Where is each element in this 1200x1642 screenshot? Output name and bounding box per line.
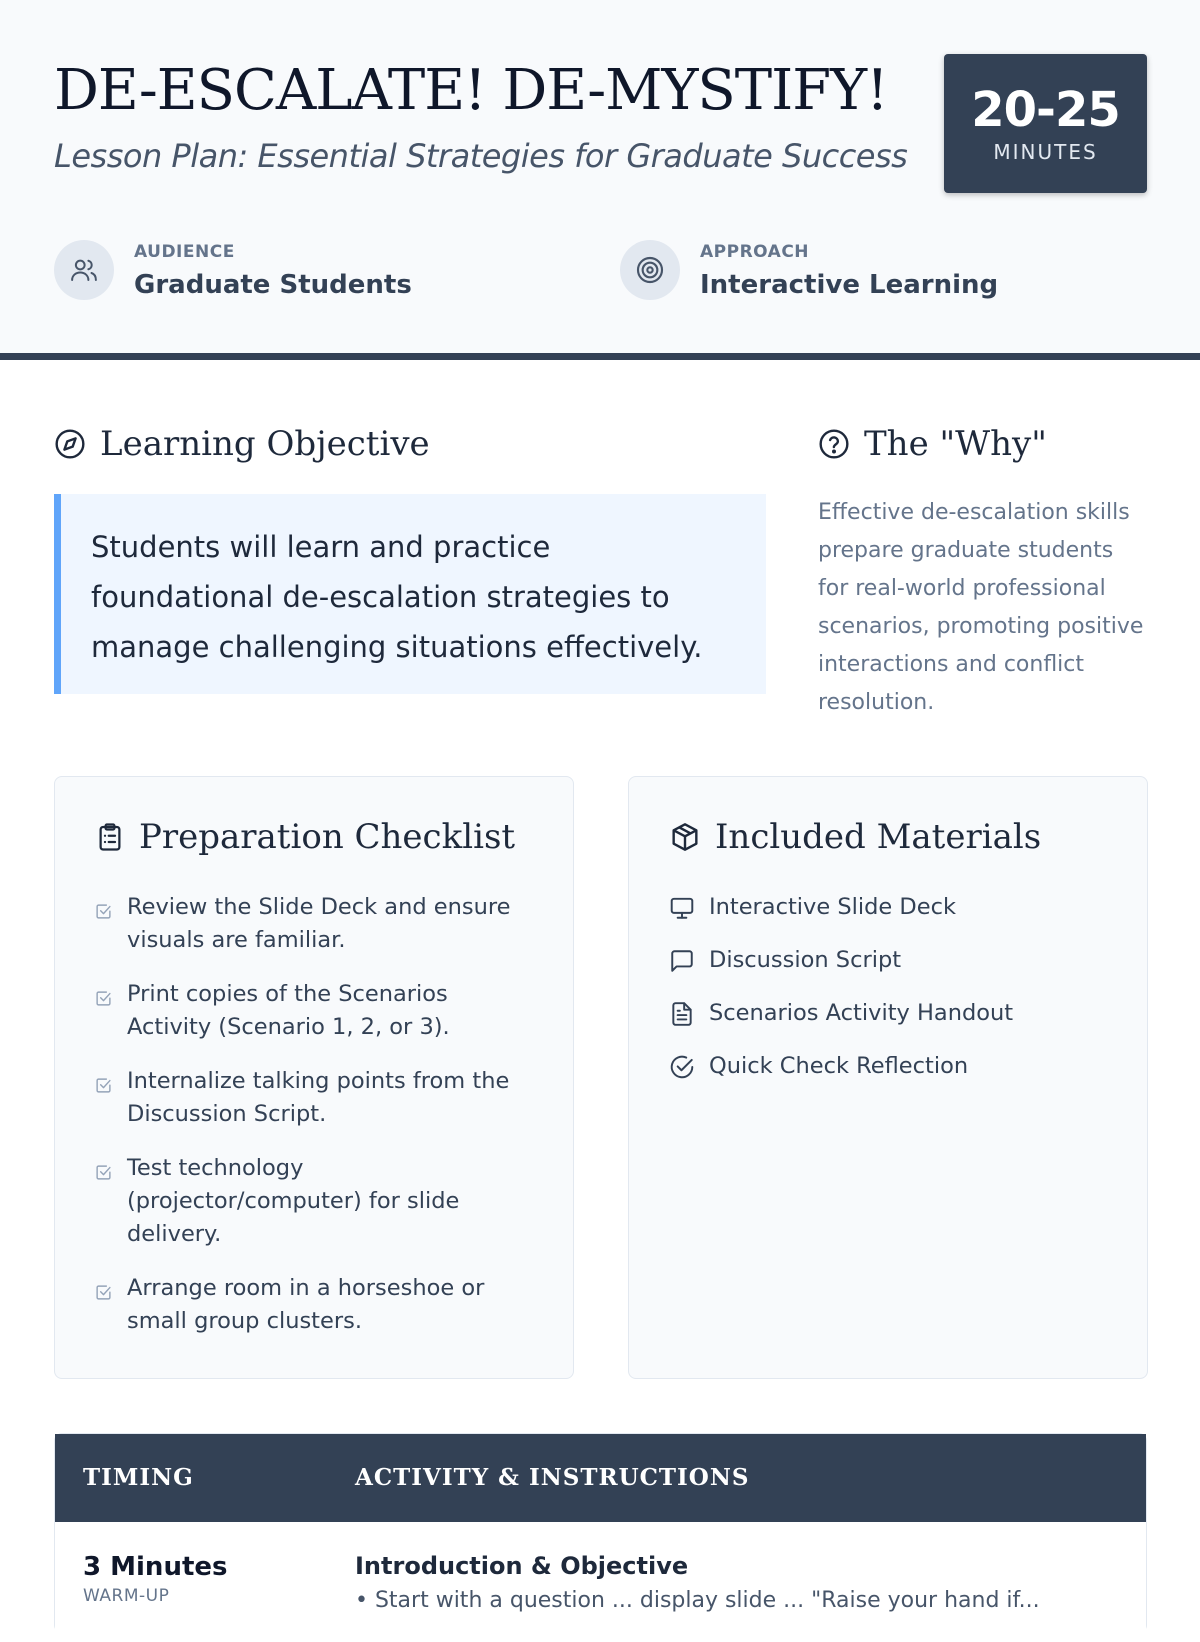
table-header	[55, 1434, 1146, 1522]
checklist-item-label: Print copies of the Scenarios Activity (Scenario 1, 2, or 3).	[127, 981, 450, 1040]
checklist	[95, 891, 535, 1359]
page-title: DE-ESCALATE! DE-MYSTIFY!	[54, 58, 888, 123]
checklist-card	[54, 776, 574, 1379]
checklist-item-label: Arrange room in a horseshoe or small group clusters.	[127, 1275, 485, 1334]
material-item	[669, 1050, 1109, 1083]
activity-table	[54, 1433, 1147, 1633]
objective-heading	[54, 424, 430, 464]
target-icon	[620, 240, 680, 300]
checklist-heading-text: Preparation Checklist	[139, 817, 516, 857]
checklist-item	[95, 978, 535, 1044]
table-row	[55, 1522, 1146, 1642]
checklist-item	[95, 891, 535, 957]
material-item	[669, 997, 1109, 1030]
material-item	[669, 944, 1109, 977]
clipboard-list-icon	[95, 821, 125, 853]
material-item-label: Scenarios Activity Handout	[709, 1000, 1014, 1026]
approach-label: APPROACH	[700, 242, 810, 262]
audience-value: Graduate Students	[134, 270, 412, 300]
audience-label: AUDIENCE	[134, 242, 235, 262]
monitor-icon	[669, 895, 695, 931]
checklist-item-label: Test technology (projector/computer) for slide delivery.	[127, 1155, 460, 1247]
checkbox-icon	[95, 897, 112, 930]
lesson-header	[0, 0, 1200, 360]
why-heading	[818, 424, 1047, 464]
duration-badge	[944, 54, 1147, 193]
checklist-item-label: Internalize talking points from the Discussion Script.	[127, 1068, 510, 1127]
message-square-icon	[669, 948, 695, 984]
checklist-item	[95, 1065, 535, 1131]
row-title: Introduction & Objective	[355, 1552, 689, 1580]
why-heading-text: The "Why"	[864, 424, 1047, 464]
duration-value: 20-25	[971, 82, 1120, 138]
compass-icon	[54, 428, 86, 460]
checkbox-icon	[95, 984, 112, 1017]
row-desc: • Start with a question ... display slide ... "Raise your hand if...	[355, 1588, 1040, 1613]
users-icon	[54, 240, 114, 300]
materials-card	[628, 776, 1148, 1379]
objective-callout: Students will learn and practice foundational de-escalation strategies to manage challenging situations effectively.	[54, 494, 766, 694]
materials-heading-text: Included Materials	[715, 817, 1042, 857]
file-text-icon	[669, 1001, 695, 1037]
page-subtitle: Lesson Plan: Essential Strategies for Graduate Success	[54, 137, 908, 175]
col-activity: ACTIVITY & INSTRUCTIONS	[355, 1464, 750, 1491]
material-item-label: Quick Check Reflection	[709, 1053, 969, 1079]
row-time: 3 Minutes	[83, 1552, 228, 1582]
material-item-label: Discussion Script	[709, 947, 902, 973]
checklist-item-label: Review the Slide Deck and ensure visuals are familiar.	[127, 894, 511, 953]
checkbox-icon	[95, 1278, 112, 1311]
row-phase: WARM-UP	[83, 1586, 170, 1606]
materials-list	[669, 891, 1109, 1103]
objective-heading-text: Learning Objective	[100, 424, 430, 464]
checkbox-icon	[95, 1071, 112, 1104]
package-icon	[669, 821, 701, 853]
approach-value: Interactive Learning	[700, 270, 999, 300]
materials-heading	[669, 817, 1041, 857]
checklist-heading	[95, 817, 515, 857]
col-timing: TIMING	[83, 1464, 194, 1491]
checklist-item	[95, 1152, 535, 1251]
checkbox-icon	[95, 1158, 112, 1191]
check-circle-icon	[669, 1054, 695, 1090]
material-item	[669, 891, 1109, 924]
duration-unit: MINUTES	[993, 140, 1098, 164]
checklist-item	[95, 1272, 535, 1338]
material-item-label: Interactive Slide Deck	[709, 894, 956, 920]
why-text: Effective de-escalation skills prepare graduate students for real-world professional scenarios, promoting positive interactions and conflict resolution.	[818, 500, 1144, 715]
help-circle-icon	[818, 428, 850, 460]
